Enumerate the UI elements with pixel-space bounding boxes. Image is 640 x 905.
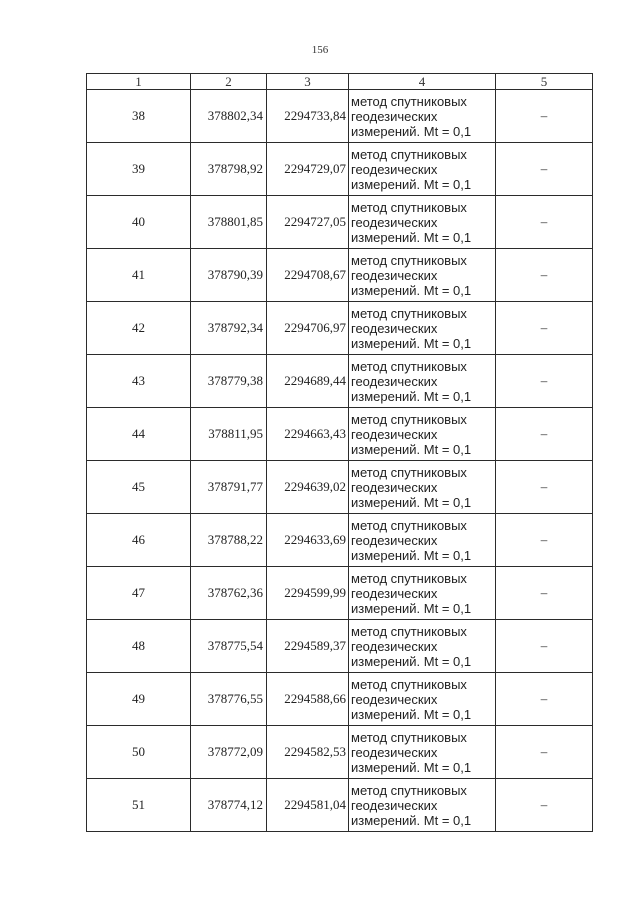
- x-coordinate-cell: 378772,09: [191, 726, 267, 779]
- x-coordinate-cell: 378779,38: [191, 355, 267, 408]
- y-coordinate-cell: 2294708,67: [267, 249, 349, 302]
- y-coordinate-cell: 2294663,43: [267, 408, 349, 461]
- note-cell: –: [496, 302, 593, 355]
- point-number-cell: 44: [87, 408, 191, 461]
- y-coordinate-cell: 2294729,07: [267, 143, 349, 196]
- x-coordinate-cell: 378811,95: [191, 408, 267, 461]
- note-cell: –: [496, 249, 593, 302]
- table-row: [87, 355, 593, 408]
- y-coordinate-cell: 2294706,97: [267, 302, 349, 355]
- y-coordinate-cell: 2294581,04: [267, 779, 349, 832]
- table-row: [87, 620, 593, 673]
- point-number-cell: 39: [87, 143, 191, 196]
- method-cell: метод спутниковых геодезических измерений. Mt = 0,1: [349, 90, 496, 143]
- point-number-cell: 50: [87, 726, 191, 779]
- point-number-cell: 51: [87, 779, 191, 832]
- column-header-y: 3: [267, 74, 349, 90]
- point-number-cell: 43: [87, 355, 191, 408]
- x-coordinate-cell: 378802,34: [191, 90, 267, 143]
- point-number-cell: 40: [87, 196, 191, 249]
- table-header-row: [87, 74, 593, 90]
- table-row: [87, 514, 593, 567]
- page-number: 156: [311, 44, 329, 56]
- point-number-cell: 47: [87, 567, 191, 620]
- x-coordinate-cell: 378762,36: [191, 567, 267, 620]
- note-cell: –: [496, 355, 593, 408]
- point-number-cell: 38: [87, 90, 191, 143]
- method-cell: метод спутниковых геодезических измерений. Mt = 0,1: [349, 143, 496, 196]
- note-cell: –: [496, 673, 593, 726]
- method-cell: метод спутниковых геодезических измерений. Mt = 0,1: [349, 408, 496, 461]
- table-row: [87, 143, 593, 196]
- table-row: [87, 90, 593, 143]
- y-coordinate-cell: 2294633,69: [267, 514, 349, 567]
- note-cell: –: [496, 461, 593, 514]
- method-cell: метод спутниковых геодезических измерений. Mt = 0,1: [349, 355, 496, 408]
- table-row: [87, 461, 593, 514]
- table-row: [87, 408, 593, 461]
- coordinates-table: [86, 73, 593, 832]
- point-number-cell: 42: [87, 302, 191, 355]
- point-number-cell: 46: [87, 514, 191, 567]
- method-cell: метод спутниковых геодезических измерений. Mt = 0,1: [349, 302, 496, 355]
- y-coordinate-cell: 2294689,44: [267, 355, 349, 408]
- note-cell: –: [496, 567, 593, 620]
- y-coordinate-cell: 2294588,66: [267, 673, 349, 726]
- note-cell: –: [496, 726, 593, 779]
- method-cell: метод спутниковых геодезических измерений. Mt = 0,1: [349, 726, 496, 779]
- x-coordinate-cell: 378776,55: [191, 673, 267, 726]
- x-coordinate-cell: 378790,39: [191, 249, 267, 302]
- table-row: [87, 726, 593, 779]
- method-cell: метод спутниковых геодезических измерений. Mt = 0,1: [349, 567, 496, 620]
- table-row: [87, 673, 593, 726]
- y-coordinate-cell: 2294599,99: [267, 567, 349, 620]
- note-cell: –: [496, 779, 593, 832]
- note-cell: –: [496, 143, 593, 196]
- point-number-cell: 49: [87, 673, 191, 726]
- y-coordinate-cell: 2294582,53: [267, 726, 349, 779]
- note-cell: –: [496, 620, 593, 673]
- table-row: [87, 567, 593, 620]
- x-coordinate-cell: 378801,85: [191, 196, 267, 249]
- y-coordinate-cell: 2294733,84: [267, 90, 349, 143]
- point-number-cell: 48: [87, 620, 191, 673]
- point-number-cell: 41: [87, 249, 191, 302]
- table-row: [87, 249, 593, 302]
- note-cell: –: [496, 90, 593, 143]
- method-cell: метод спутниковых геодезических измерений. Mt = 0,1: [349, 196, 496, 249]
- column-header-method: 4: [349, 74, 496, 90]
- note-cell: –: [496, 408, 593, 461]
- x-coordinate-cell: 378775,54: [191, 620, 267, 673]
- method-cell: метод спутниковых геодезических измерений. Mt = 0,1: [349, 249, 496, 302]
- column-header-note: 5: [496, 74, 593, 90]
- method-cell: метод спутниковых геодезических измерений. Mt = 0,1: [349, 461, 496, 514]
- note-cell: –: [496, 196, 593, 249]
- table-row: [87, 779, 593, 832]
- x-coordinate-cell: 378792,34: [191, 302, 267, 355]
- y-coordinate-cell: 2294727,05: [267, 196, 349, 249]
- table-body: [87, 90, 593, 832]
- y-coordinate-cell: 2294589,37: [267, 620, 349, 673]
- method-cell: метод спутниковых геодезических измерений. Mt = 0,1: [349, 779, 496, 832]
- note-cell: –: [496, 514, 593, 567]
- method-cell: метод спутниковых геодезических измерений. Mt = 0,1: [349, 673, 496, 726]
- method-cell: метод спутниковых геодезических измерений. Mt = 0,1: [349, 620, 496, 673]
- x-coordinate-cell: 378798,92: [191, 143, 267, 196]
- column-header-number: 1: [87, 74, 191, 90]
- x-coordinate-cell: 378774,12: [191, 779, 267, 832]
- table-row: [87, 302, 593, 355]
- point-number-cell: 45: [87, 461, 191, 514]
- method-cell: метод спутниковых геодезических измерений. Mt = 0,1: [349, 514, 496, 567]
- column-header-x: 2: [191, 74, 267, 90]
- x-coordinate-cell: 378791,77: [191, 461, 267, 514]
- x-coordinate-cell: 378788,22: [191, 514, 267, 567]
- table-row: [87, 196, 593, 249]
- y-coordinate-cell: 2294639,02: [267, 461, 349, 514]
